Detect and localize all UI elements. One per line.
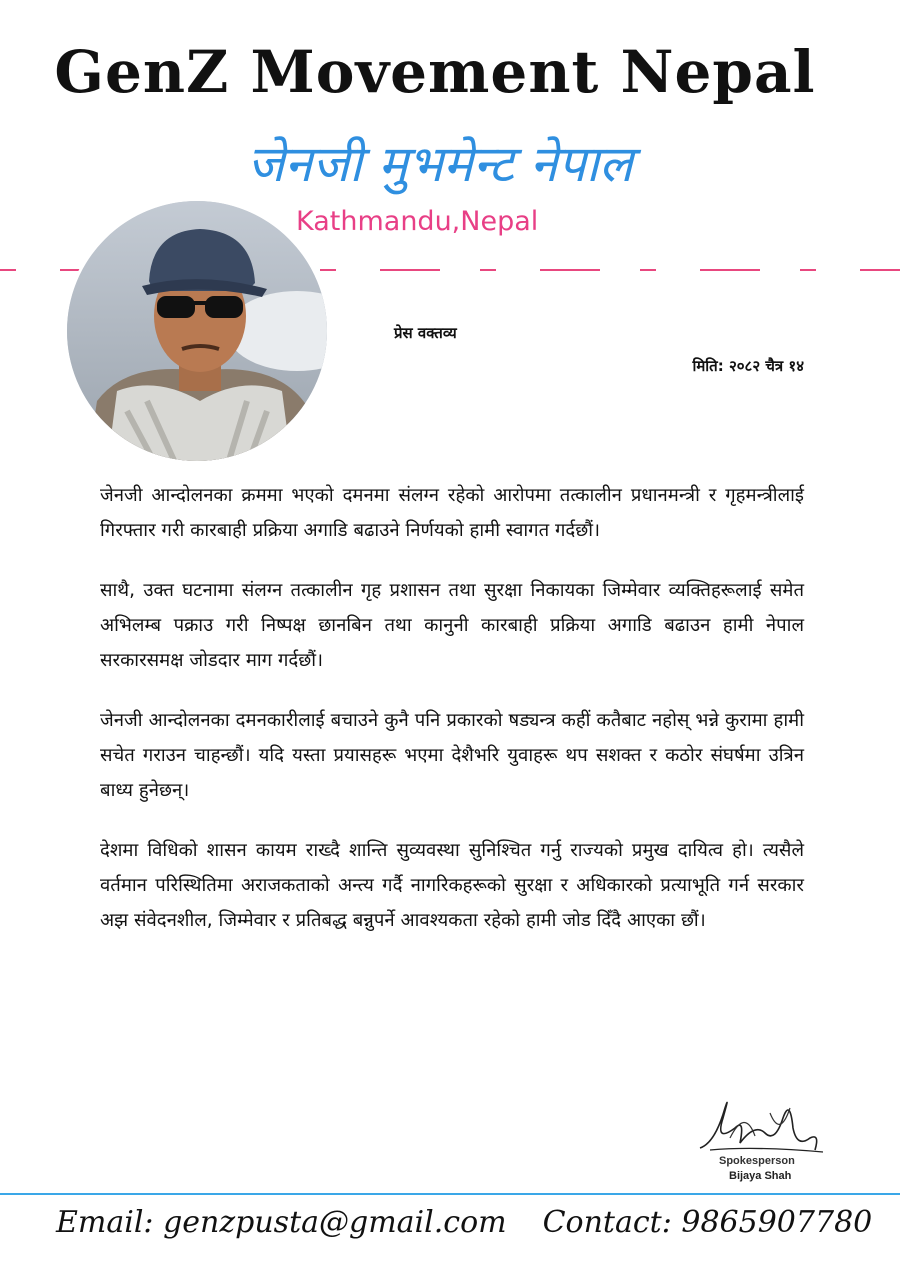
organization-title-nepali: जेनजी मुभमेन्ट नेपाल bbox=[247, 135, 633, 193]
handwritten-signature bbox=[695, 1088, 825, 1160]
document-type: प्रेस वक्तव्य bbox=[394, 324, 457, 342]
signatory-role: Spokesperson bbox=[719, 1155, 795, 1167]
paragraph: जेनजी आन्दोलनका क्रममा भएको दमनमा संलग्न रहेको आरोपमा तत्कालीन प्रधानमन्त्री र गृहमन्त्रीलाई गिरफ्तार गरी कारबाही प्रक्रिया अगाडि बढाउने निर्णयको हामी स्वागत गर्दछौं। bbox=[100, 485, 804, 541]
contact-footer bbox=[56, 1205, 876, 1240]
footer-divider bbox=[0, 1193, 900, 1195]
paragraph: जेनजी आन्दोलनका दमनकारीलाई बचाउने कुनै पनि प्रकारको षड्यन्त्र कहीं कतैबाट नहोस् भन्ने कुरामा हामी सचेत गराउन चाहन्छौं। यदि यस्ता प्रयासहरू भएमा देशैभरि युवाहरू थप सशक्त र कठोर संघर्षमा उत्रिन बाध्य हुनेछन्। bbox=[100, 710, 804, 801]
paragraph: साथै, उक्त घटनामा संलग्न तत्कालीन गृह प्रशासन तथा सुरक्षा निकायका जिम्मेवार व्यक्तिहरूलाई समेत अभिलम्ब पक्राउ गरी निष्पक्ष छानबिन तथा कानुनी कारबाही प्रक्रिया अगाडि बढाउन हामी नेपाल सरकारसमक्ष जोडदार माग गर्दछौं। bbox=[100, 580, 804, 671]
statement-body bbox=[100, 478, 804, 963]
document-date: मिति: २०८२ चैत्र १४ bbox=[692, 357, 804, 375]
spokesperson-photo bbox=[64, 198, 330, 464]
paragraph: देशमा विधिको शासन कायम राख्दै शान्ति सुव्यवस्था सुनिश्चित गर्नु राज्यको प्रमुख दायित्व हो। त्यसैले वर्तमान परिस्थितिमा अराजकताको अन्त्य गर्दै नागरिकहरूको सुरक्षा र अधिकारको प्रत्याभूति गर्न सरकार अझ संवेदनशील, जिम्मेवार र प्रतिबद्ध बन्नुपर्ने आवश्यकता रहेको हामी जोड दिँदै आएका छौं। bbox=[100, 840, 804, 931]
organization-title-english: GenZ Movement Nepal bbox=[54, 38, 816, 106]
person-photo-icon bbox=[67, 201, 330, 464]
contact-email[interactable]: Email: genzpusta@gmail.com bbox=[56, 1205, 507, 1240]
location-label: Kathmandu,Nepal bbox=[296, 206, 539, 237]
signatory-name: Bijaya Shah bbox=[729, 1170, 792, 1182]
contact-phone[interactable]: Contact: 9865907780 bbox=[542, 1205, 873, 1240]
